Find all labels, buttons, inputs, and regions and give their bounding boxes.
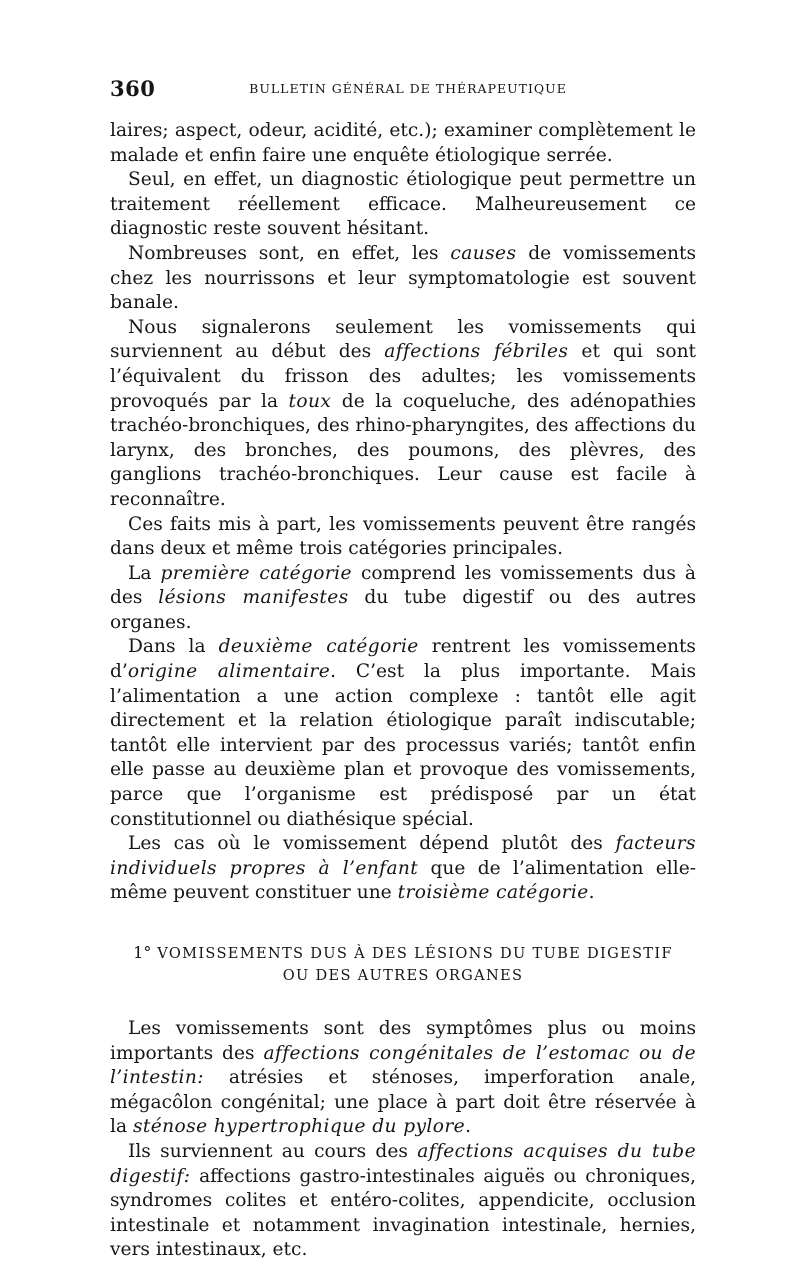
italic-phrase: origine alimentaire xyxy=(127,661,331,683)
section-title-line-2: OU DES AUTRES ORGANES xyxy=(282,967,524,984)
intro-paragraphs xyxy=(110,119,696,906)
text-run: laires; aspect, odeur, acidité, etc.); examiner complètement le malade et enfin faire une enquête étiologique serrée. xyxy=(110,120,696,166)
italic-phrase: lésions manifestes xyxy=(158,587,349,609)
text-run: du tube digestif ou des autres organes. xyxy=(110,587,696,633)
text-run: de vomissements chez les nourrissons et leur symptomatologie est souvent banale. xyxy=(110,242,697,314)
italic-phrase: affections fébriles xyxy=(384,341,569,363)
italic-phrase: première catégorie xyxy=(160,562,352,584)
text-run: Seul, en effet, un diagnostic étiologique peut permettre un traitement réellement efficace. Malheureusement ce diagnostic reste souvent hésitant. xyxy=(110,169,696,240)
paragraph xyxy=(110,1017,696,1140)
italic-phrase: toux xyxy=(288,390,332,412)
paragraph xyxy=(110,1140,696,1263)
text-run: comprend les vomissements dus à des xyxy=(110,562,697,609)
paragraph xyxy=(110,635,696,832)
italic-phrase: sténose hypertrophique du pylore xyxy=(132,1116,466,1138)
paragraph xyxy=(110,316,696,513)
text-run: . C’est la plus importante. Mais l’alimentation a une action complexe : tantôt elle agit directement et la relation étiologique paraît indiscutable; tantôt elle intervient par des processus variés; tantôt enfin elle passe au deuxième plan et provoque des vomissements, parce que l’organisme est prédisposé par un état constitutionnel ou diathésique spécial. xyxy=(110,661,696,830)
paragraph xyxy=(110,513,696,562)
text-run: Ils surviennent au cours des xyxy=(128,1140,418,1162)
italic-phrase: affections acquises du tube digestif: xyxy=(110,1140,696,1187)
section-heading xyxy=(110,942,696,987)
paragraph xyxy=(110,119,696,168)
italic-phrase: troisième catégorie xyxy=(397,882,589,904)
text-run: Nous signalerons seulement les vomissements qui surviennent au début des xyxy=(110,316,696,363)
text-run: atrésies et sténoses, imperforation anale, mégacôlon congénital; une place à part doit être réservée à la xyxy=(110,1067,696,1138)
text-run: La xyxy=(128,562,161,584)
text-run: rentrent les vomissements d’ xyxy=(110,636,696,683)
text-run: de la coqueluche, des adénopathies trachéo-bronchiques, des rhino-pharyngites, des affections du larynx, des bronches, des poumons, des plèvres, des ganglions trachéo-bronchiques. Leur cause est facile à reconnaître. xyxy=(110,390,697,510)
text-run: et qui sont l’équivalent du frisson des adultes; les vomissements provoqués par la xyxy=(110,341,697,412)
text-run: Les vomissements sont des symptômes plus ou moins importants des xyxy=(110,1018,696,1064)
paragraph xyxy=(110,242,696,316)
text-run: . xyxy=(465,1116,471,1138)
text-run: affections gastro-intestinales aiguës ou chroniques, syndromes colites et entéro-colites, appendicite, occlusion intestinale et notamment invagination intestinale, hernies, vers intestinaux, etc. xyxy=(110,1165,696,1261)
section-paragraphs xyxy=(110,1017,696,1263)
running-head: BULLETIN GÉNÉRAL DE THÉRAPEUTIQUE xyxy=(249,81,567,96)
paragraph xyxy=(110,168,696,242)
section-heading-line-1 xyxy=(110,942,696,965)
italic-phrase: deuxième catégorie xyxy=(218,636,419,658)
paragraph xyxy=(110,562,696,636)
section-title-line-1: VOMISSEMENTS DUS À DES LÉSIONS DU TUBE DIGESTIF xyxy=(157,945,673,962)
text-run: Dans la xyxy=(128,636,219,658)
text-run: Nombreuses sont, en effet, les xyxy=(128,242,451,264)
italic-phrase: causes xyxy=(450,242,517,264)
text-run: que de l’alimentation elle-même peuvent constituer une xyxy=(110,857,696,904)
text-run: Les cas où le vomissement dépend plutôt des xyxy=(128,833,616,855)
section-number: 1° xyxy=(133,943,152,962)
italic-phrase: affections congénitales de l’estomac ou de l’intestin: xyxy=(110,1042,696,1089)
page-number: 360 xyxy=(110,76,156,101)
text-run: Ces faits mis à part, les vomissements peuvent être rangés dans deux et même trois catégories principales. xyxy=(110,513,696,560)
italic-phrase: facteurs individuels propres à l’enfant xyxy=(110,833,696,879)
body-text xyxy=(110,119,696,1263)
page-header xyxy=(110,76,706,100)
text-run: . xyxy=(588,882,595,904)
paragraph xyxy=(110,832,696,906)
